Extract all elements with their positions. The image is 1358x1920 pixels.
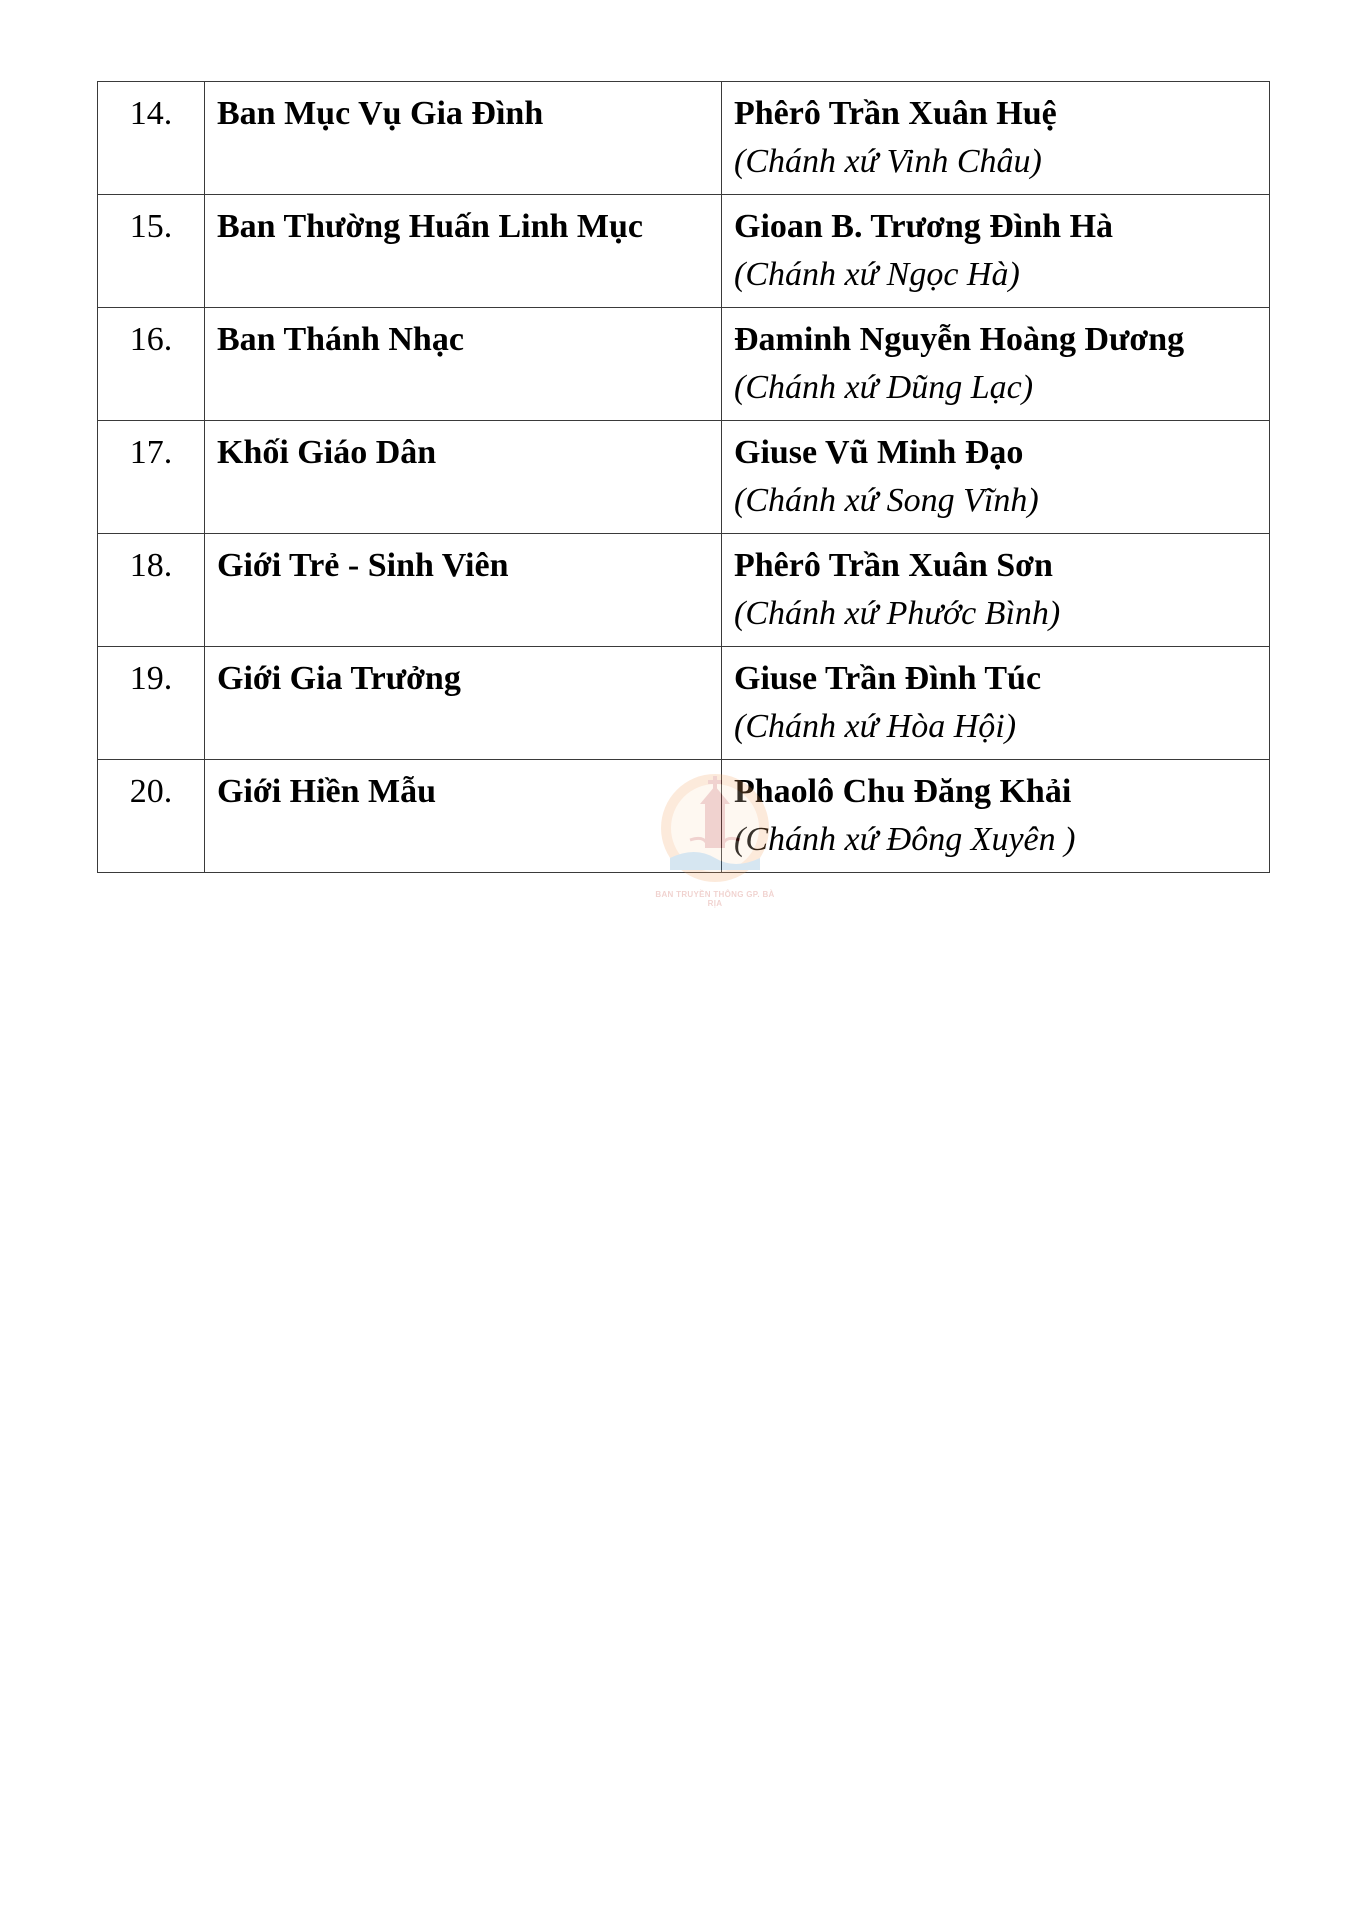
department-name: Khối Giáo Dân <box>205 421 722 534</box>
person-name: Giuse Trần Đình Túc <box>734 660 1042 697</box>
person-name: Gioan B. Trương Đình Hà <box>734 208 1114 245</box>
row-number: 15. <box>98 195 205 308</box>
person-role: (Chánh xứ Song Vĩnh) <box>734 482 1039 519</box>
person-name: Phaolô Chu Đăng Khải <box>734 773 1072 810</box>
department-name: Ban Thường Huấn Linh Mục <box>205 195 722 308</box>
person-cell <box>722 308 1270 421</box>
table-row <box>98 308 1270 421</box>
table-row <box>98 760 1270 873</box>
person-role: (Chánh xứ Ngọc Hà) <box>734 256 1020 293</box>
person-cell <box>722 760 1270 873</box>
person-role: (Chánh xứ Vinh Châu) <box>734 143 1042 180</box>
table-row <box>98 647 1270 760</box>
assignment-table <box>97 81 1270 873</box>
row-number: 14. <box>98 82 205 195</box>
person-role: (Chánh xứ Phước Bình) <box>734 595 1061 632</box>
row-number: 16. <box>98 308 205 421</box>
person-cell <box>722 534 1270 647</box>
table-row <box>98 195 1270 308</box>
department-name: Giới Trẻ - Sinh Viên <box>205 534 722 647</box>
department-name: Ban Mục Vụ Gia Đình <box>205 82 722 195</box>
person-role: (Chánh xứ Hòa Hội) <box>734 708 1017 745</box>
table-row <box>98 421 1270 534</box>
person-name: Phêrô Trần Xuân Sơn <box>734 547 1053 584</box>
person-role: (Chánh xứ Dũng Lạc) <box>734 369 1034 406</box>
department-name: Giới Gia Trưởng <box>205 647 722 760</box>
person-cell <box>722 195 1270 308</box>
watermark-text: BAN TRUYỀN THÔNG GP. BÀ RỊA <box>655 890 775 908</box>
row-number: 19. <box>98 647 205 760</box>
department-name: Ban Thánh Nhạc <box>205 308 722 421</box>
row-number: 20. <box>98 760 205 873</box>
person-name: Giuse Vũ Minh Đạo <box>734 434 1024 471</box>
person-role: (Chánh xứ Đông Xuyên ) <box>734 821 1076 858</box>
person-cell <box>722 82 1270 195</box>
person-cell <box>722 647 1270 760</box>
table-row <box>98 534 1270 647</box>
row-number: 17. <box>98 421 205 534</box>
table-row <box>98 82 1270 195</box>
person-cell <box>722 421 1270 534</box>
person-name: Đaminh Nguyễn Hoàng Dương <box>734 321 1185 358</box>
person-name: Phêrô Trần Xuân Huệ <box>734 95 1057 132</box>
row-number: 18. <box>98 534 205 647</box>
department-name: Giới Hiền Mẫu <box>205 760 722 873</box>
